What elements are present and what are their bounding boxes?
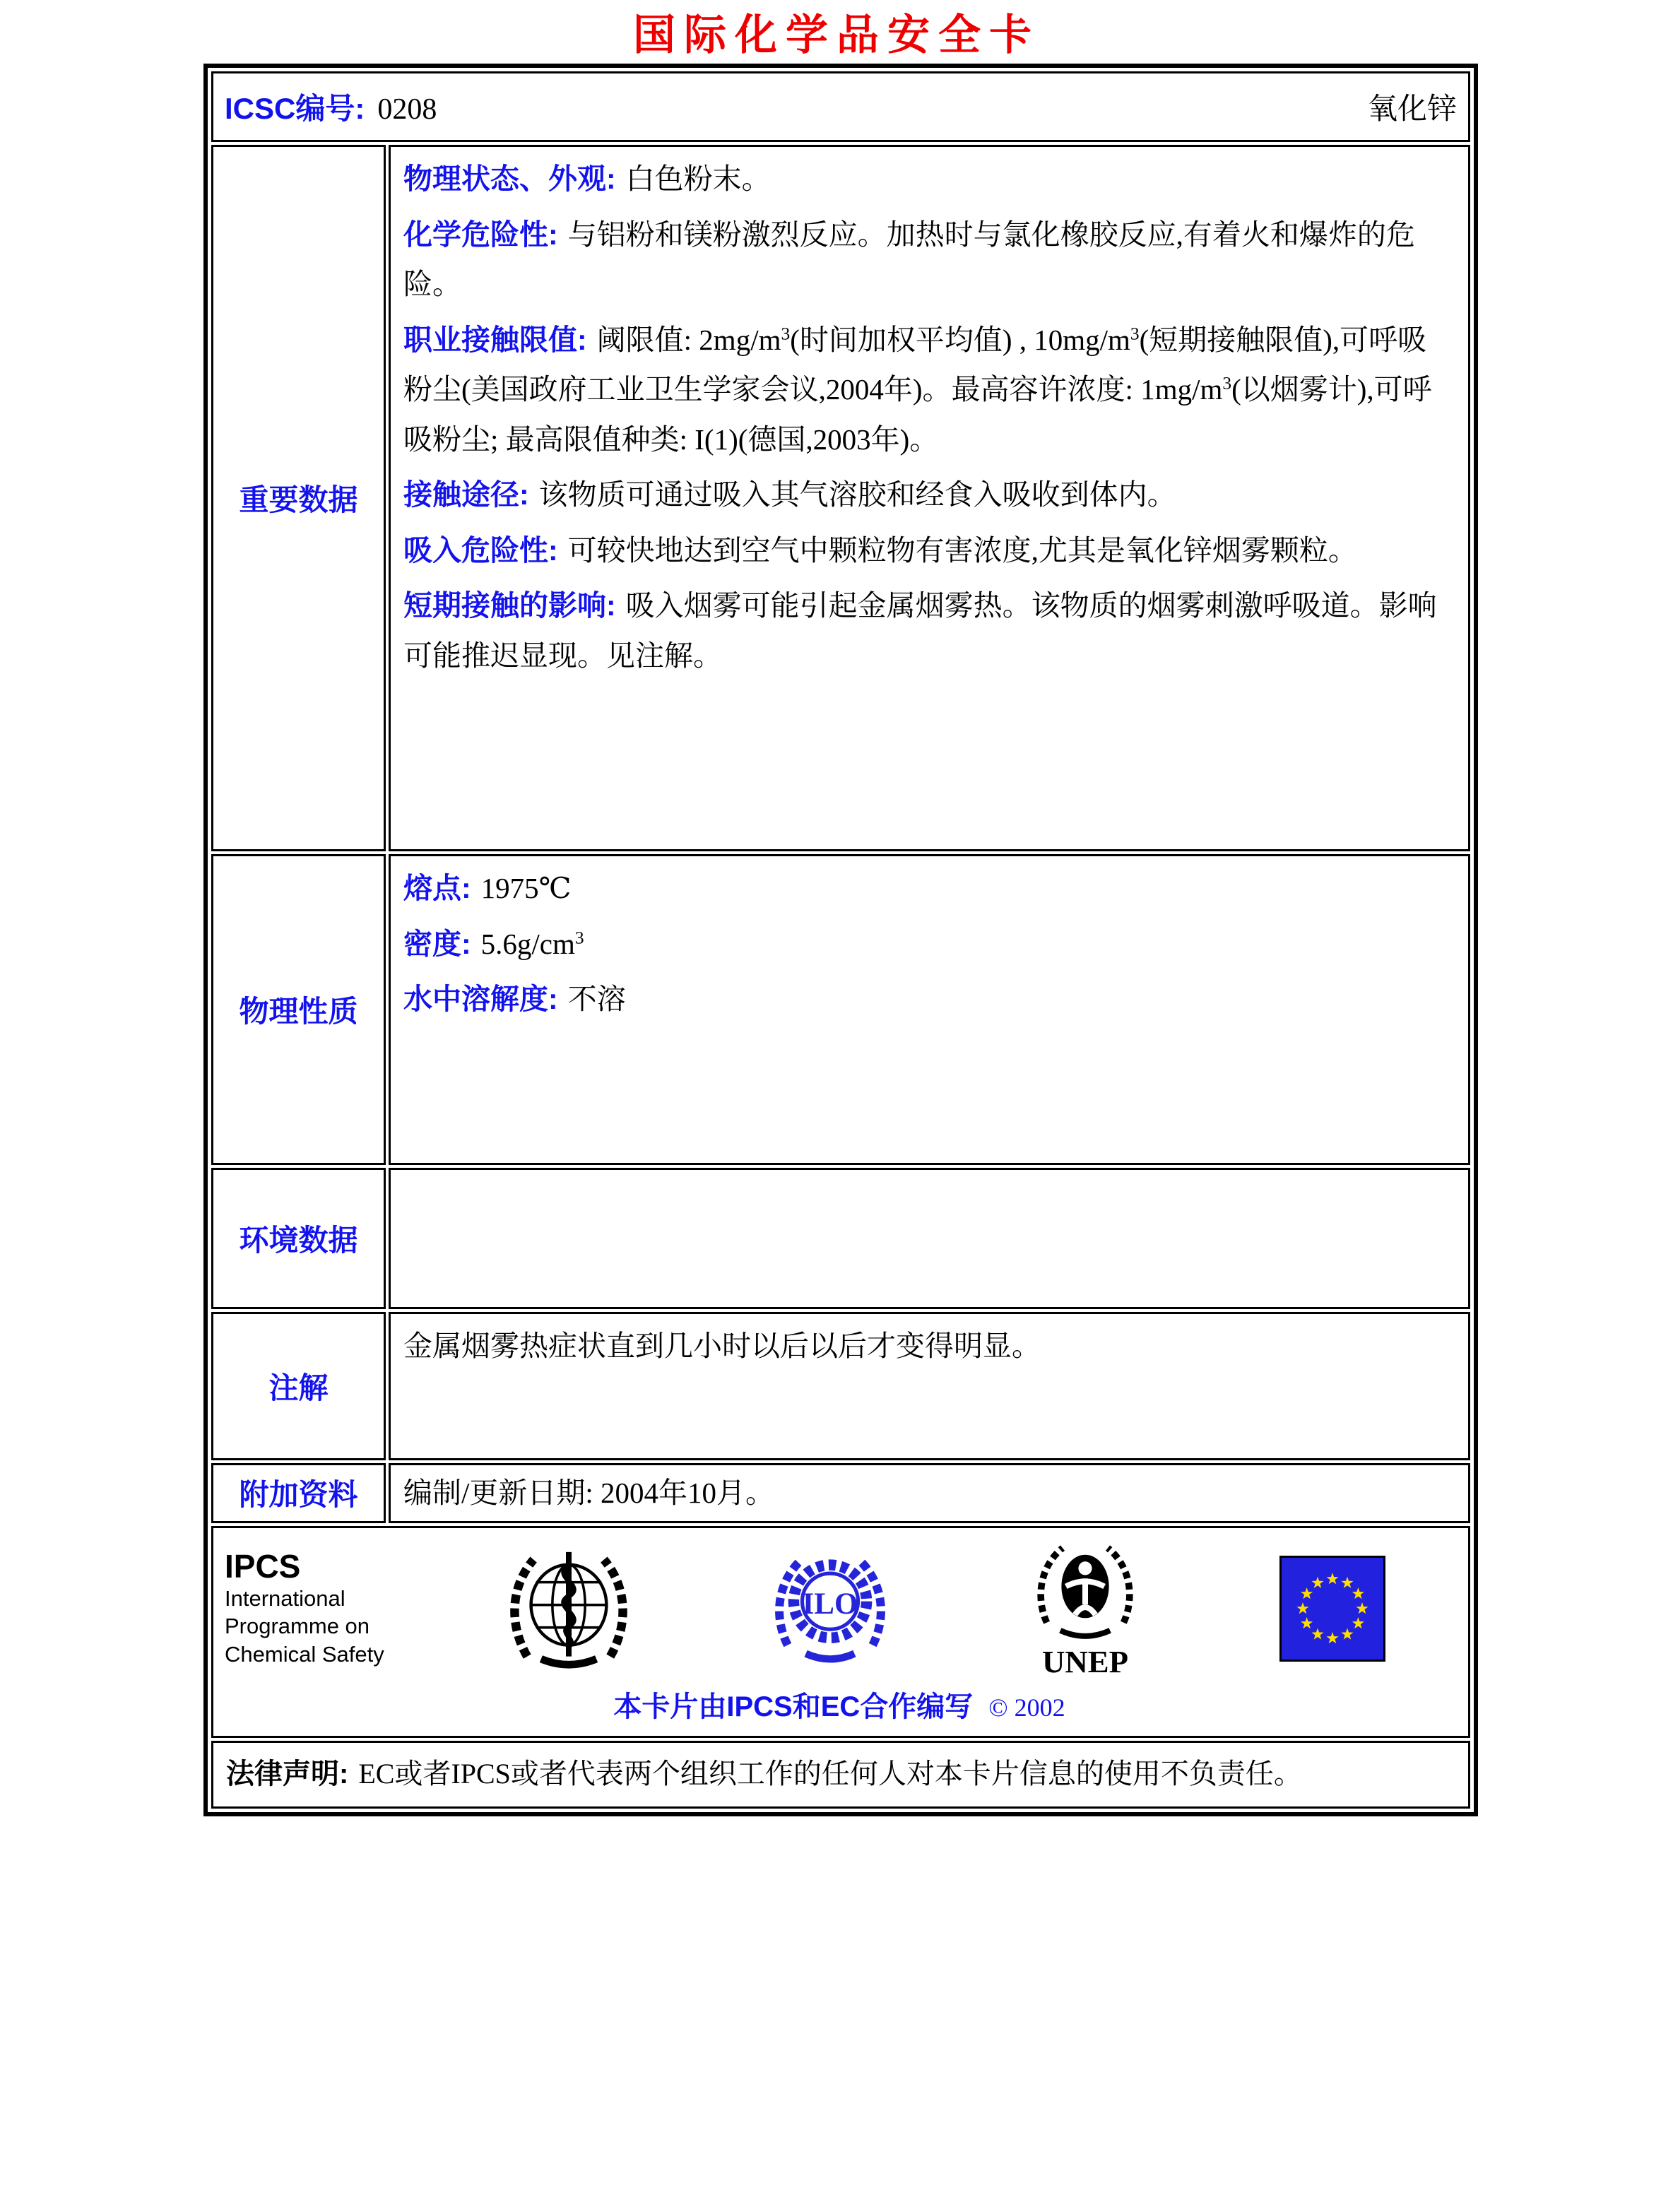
ipcs-line-1: International <box>225 1585 345 1611</box>
short-term-effects-text: 吸入烟雾可能引起金属烟雾热。该物质的烟雾刺激呼吸道。影响可能推迟显现。见注解。 <box>403 589 1437 672</box>
oel-superscript: 3 <box>1130 323 1140 343</box>
header-cell <box>211 71 1470 142</box>
oel-text-segment: (时间加权平均值) , 10mg/m <box>790 323 1130 356</box>
oel-text-segment: (短期接触限值),可呼吸粉尘(美国政府工业卫生学家会议,2004年)。最高容许浓度: 1mg/m <box>403 323 1427 406</box>
important-data-row <box>211 145 1470 851</box>
unep-logo-icon <box>1029 1537 1142 1681</box>
physical-properties-row <box>211 854 1470 1165</box>
routes-of-exposure-line <box>403 470 1455 520</box>
oel-text-segment: (以烟雾计),可呼吸粉尘; 最高限值种类: I(1)(德国,2003年)。 <box>403 373 1432 456</box>
melting-point-value: 1975℃ <box>480 872 572 904</box>
copyright-text: © 2002 <box>988 1693 1065 1722</box>
page-title: 国际化学品安全卡 <box>633 12 1040 59</box>
chemical-name: 氧化锌 <box>1367 93 1457 126</box>
short-term-effects-line <box>403 581 1455 680</box>
oel-superscript: 3 <box>781 323 791 343</box>
logos-cell <box>211 1526 1470 1738</box>
icsc-number-group <box>225 85 437 128</box>
oel-text-segment: 阈限值: 2mg/m <box>596 323 781 356</box>
additional-info-row <box>211 1463 1470 1523</box>
important-data-row-label: 重要数据 <box>211 145 386 851</box>
environmental-data-row-label: 环境数据 <box>211 1168 386 1309</box>
water-solubility-label: 水中溶解度: <box>403 983 558 1016</box>
legal-notice-row <box>211 1741 1470 1809</box>
notes-row-label: 注解 <box>211 1312 386 1460</box>
water-solubility-value: 不溶 <box>567 983 626 1016</box>
legal-notice-text: EC或者IPCS或者代表两个组织工作的任何人对本卡片信息的使用不负责任。 <box>358 1757 1302 1790</box>
ilo-logo-icon <box>769 1548 891 1669</box>
eu-flag-icon <box>1279 1556 1385 1662</box>
logos-row <box>211 1526 1470 1738</box>
organization-logos <box>437 1537 1454 1681</box>
physical-properties-content <box>389 854 1470 1165</box>
legal-notice-cell <box>211 1741 1470 1809</box>
cooperation-caption <box>225 1681 1454 1732</box>
density-superscript: 3 <box>574 927 584 947</box>
chemical-dangers-line <box>403 210 1455 309</box>
additional-info-content: 编制/更新日期: 2004年10月。 <box>389 1463 1470 1523</box>
ilo-logo-text: ILO <box>802 1587 858 1621</box>
density-value: 5.6g/cm <box>480 927 575 960</box>
melting-point-line <box>403 863 1455 913</box>
physical-state-appearance-line <box>403 154 1455 204</box>
environmental-data-content <box>389 1168 1470 1309</box>
water-solubility-line <box>403 974 1455 1024</box>
short-term-effects-label: 短期接触的影响: <box>403 589 616 622</box>
inhalation-risk-text: 可较快地达到空气中颗粒物有害浓度,尤其是氧化锌烟雾颗粒。 <box>567 533 1357 567</box>
notes-row <box>211 1312 1470 1460</box>
chemical-dangers-label: 化学危险性: <box>403 218 558 251</box>
inhalation-risk-line <box>403 526 1455 576</box>
density-line <box>403 919 1455 969</box>
inhalation-risk-label: 吸入危险性: <box>403 533 558 567</box>
density-label: 密度: <box>403 927 471 960</box>
header-row <box>211 71 1470 142</box>
icsc-card-table <box>203 64 1478 1816</box>
ipcs-line-2: Programme on <box>225 1614 370 1639</box>
who-logo-icon <box>506 1546 632 1672</box>
important-data-content <box>389 145 1470 851</box>
unep-logo-text: UNEP <box>1041 1643 1128 1679</box>
physical-state-appearance-label: 物理状态、外观: <box>403 162 616 195</box>
routes-of-exposure-label: 接触途径: <box>403 478 529 511</box>
ipcs-title: IPCS <box>225 1548 301 1585</box>
legal-notice-label: 法律声明: <box>226 1758 349 1790</box>
additional-info-row-label: 附加资料 <box>211 1463 386 1523</box>
icsc-number-value: 0208 <box>377 93 437 126</box>
logos-strip <box>225 1537 1454 1681</box>
ipcs-text-block <box>225 1549 437 1669</box>
notes-content: 金属烟雾热症状直到几小时以后以后才变得明显。 <box>389 1312 1470 1460</box>
cooperation-caption-text: 本卡片由IPCS和EC合作编写 <box>613 1691 974 1722</box>
occupational-exposure-limits-line <box>403 315 1455 465</box>
melting-point-label: 熔点: <box>403 872 471 904</box>
physical-state-appearance-text: 白色粉末。 <box>625 162 771 195</box>
occupational-exposure-limits-label: 职业接触限值: <box>403 323 587 356</box>
oel-superscript: 3 <box>1222 373 1232 394</box>
environmental-data-row <box>211 1168 1470 1309</box>
icsc-number-label: ICSC编号: <box>225 92 365 125</box>
chemical-dangers-text: 与铝粉和镁粉激烈反应。加热时与氯化橡胶反应,有着火和爆炸的危险。 <box>403 218 1415 301</box>
ipcs-line-3: Chemical Safety <box>225 1642 384 1667</box>
routes-of-exposure-text: 该物质可通过吸入其气溶胶和经食入吸收到体内。 <box>538 478 1176 511</box>
physical-properties-row-label: 物理性质 <box>211 854 386 1165</box>
